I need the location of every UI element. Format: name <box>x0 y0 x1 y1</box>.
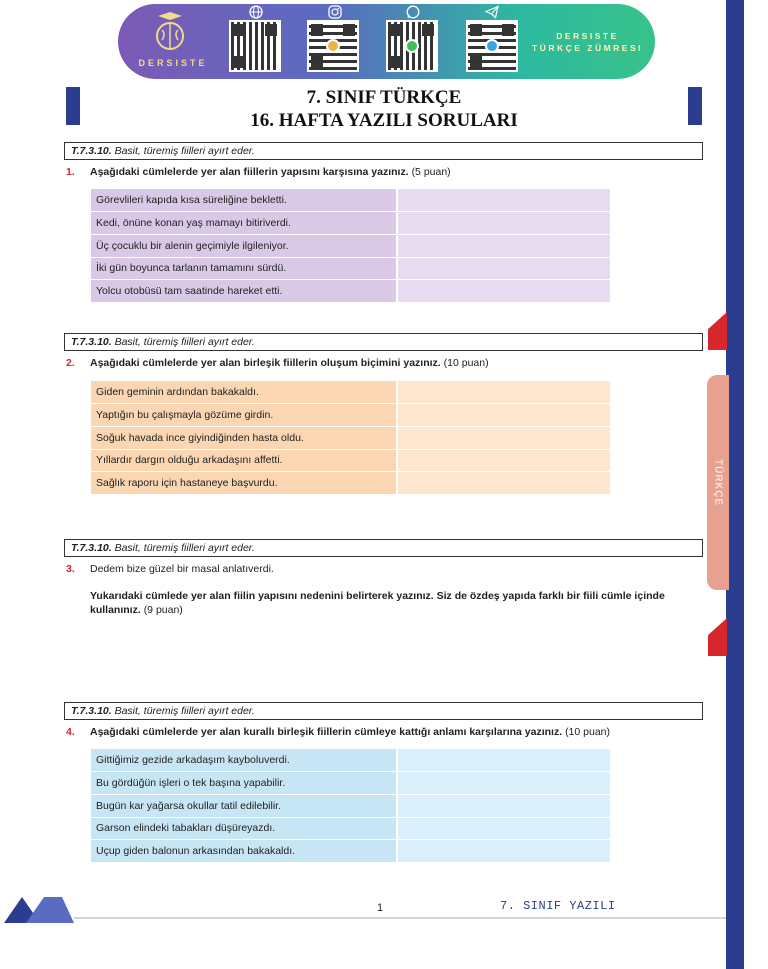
objective-desc: Basit, türemiş fiilleri ayırt eder. <box>114 145 255 157</box>
question-points: (5 puan) <box>411 166 451 178</box>
table-row <box>91 749 610 772</box>
answer-cell[interactable] <box>397 426 610 449</box>
sentence-cell: Görevlileri kapıda kısa süreliğine bekletti. <box>91 189 397 212</box>
question-number: 1. <box>66 166 75 178</box>
sentence-cell: Bu gördüğün işleri o tek başına yapabilir. <box>91 772 397 795</box>
sentence-cell: Sağlık raporu için hastaneye başvurdu. <box>91 472 397 495</box>
table-row <box>91 472 610 495</box>
question-points: (10 puan) <box>565 726 611 738</box>
brand-right <box>525 30 650 54</box>
objective-code: T.7.3.10. <box>71 705 112 717</box>
objective-desc: Basit, türemiş fiilleri ayırt eder. <box>114 705 255 717</box>
question-2 <box>66 356 702 370</box>
sentence-cell: Yıllardır dargın olduğu arkadaşını affetti. <box>91 449 397 472</box>
table-row <box>91 257 610 280</box>
sentence-cell: Yolcu otobüsü tam saatinde hareket etti. <box>91 280 397 303</box>
table-row <box>91 426 610 449</box>
title-bar-right <box>688 87 702 125</box>
table-row <box>91 794 610 817</box>
question-instruction: Yukarıdaki cümlede yer alan fiilin yapısını nedenini belirterek yazınız. Siz de özdeş yapıda farklı bir fiili cümle içinde kullanınız. <box>90 590 665 616</box>
page-number: 1 <box>376 902 384 914</box>
question-3-instruction <box>90 589 702 617</box>
objective-header-1 <box>64 142 703 160</box>
title-line2: 16. HAFTA YAZILI SORULARI <box>250 110 518 131</box>
table-row <box>91 212 610 235</box>
answer-cell[interactable] <box>397 840 610 863</box>
brand-right-line1: DERSISTE <box>556 31 619 41</box>
table-row <box>91 772 610 795</box>
sentence-cell: Uçup giden balonun arkasından bakakaldı. <box>91 840 397 863</box>
answer-area-3[interactable] <box>90 625 702 695</box>
objective-desc: Basit, türemiş fiilleri ayırt eder. <box>114 336 255 348</box>
answer-table-2 <box>91 381 610 495</box>
footer-title: 7. SINIF YAZILI <box>500 899 616 913</box>
answer-cell[interactable] <box>397 381 610 404</box>
table-row <box>91 189 610 212</box>
objective-header-4 <box>64 702 703 720</box>
answer-cell[interactable] <box>397 404 610 427</box>
qr-code-website[interactable] <box>229 20 281 72</box>
sentence-cell: Soğuk havada ince giyindiğinden hasta oldu. <box>91 426 397 449</box>
answer-cell[interactable] <box>397 772 610 795</box>
answer-cell[interactable] <box>397 449 610 472</box>
answer-cell[interactable] <box>397 234 610 257</box>
sentence-cell: Bugün kar yağarsa okullar tatil edilebilir. <box>91 794 397 817</box>
question-4 <box>66 725 702 739</box>
table-row <box>91 449 610 472</box>
answer-table-1 <box>91 189 610 303</box>
answer-cell[interactable] <box>397 212 610 235</box>
side-red-marker-bottom <box>708 618 727 656</box>
sentence-cell: Garson elindeki tabakları düşüreyazdı. <box>91 817 397 840</box>
question-text: Aşağıdaki cümlelerde yer alan kurallı birleşik fiillerin cümleye kattığı anlamı karşılarına yazınız. <box>90 726 563 738</box>
sentence-cell: Üç çocuklu bir alenin geçimiyle ilgileniyor. <box>91 234 397 257</box>
question-points: (9 puan) <box>143 604 183 616</box>
table-row <box>91 234 610 257</box>
qr-code-instagram[interactable] <box>307 20 359 72</box>
side-red-marker-top <box>708 312 727 350</box>
brand-left: DERSISTE <box>138 58 208 68</box>
table-row <box>91 817 610 840</box>
table-row <box>91 280 610 303</box>
question-points: (10 puan) <box>443 357 489 369</box>
question-text: Aşağıdaki cümlelerde yer alan fiillerin yapısını karşısına yazınız. <box>90 166 409 178</box>
answer-cell[interactable] <box>397 280 610 303</box>
sentence-cell: Kedi, önüne konan yaş mamayı bitiriverdi. <box>91 212 397 235</box>
sentence-cell: İki gün boyunca tarlanın tamamını sürdü. <box>91 257 397 280</box>
qr-code-telegram[interactable] <box>466 20 518 72</box>
answer-table-4 <box>91 749 610 863</box>
objective-desc: Basit, türemiş fiilleri ayırt eder. <box>114 542 255 554</box>
objective-code: T.7.3.10. <box>71 542 112 554</box>
question-1 <box>66 165 702 179</box>
answer-cell[interactable] <box>397 257 610 280</box>
objective-header-3 <box>64 539 703 557</box>
title-bar-left <box>66 87 80 125</box>
brain-logo-icon <box>150 10 190 54</box>
qr-code-whatsapp[interactable] <box>386 20 438 72</box>
title-line1: 7. SINIF TÜRKÇE <box>306 87 462 108</box>
question-text: Aşağıdaki cümlelerde yer alan birleşik fiillerin oluşum biçimini yazınız. <box>90 357 441 369</box>
side-tab-label-wrap <box>707 375 729 590</box>
question-number: 4. <box>66 726 75 738</box>
globe-icon[interactable] <box>248 4 264 20</box>
sentence-cell: Gittiğimiz gezide arkadaşım kayboluverdi. <box>91 749 397 772</box>
objective-code: T.7.3.10. <box>71 336 112 348</box>
footer-line <box>74 917 726 919</box>
objective-code: T.7.3.10. <box>71 145 112 157</box>
instagram-icon[interactable] <box>327 4 343 20</box>
table-row <box>91 404 610 427</box>
question-3 <box>66 562 702 576</box>
whatsapp-icon[interactable] <box>405 4 421 20</box>
objective-header-2 <box>64 333 703 351</box>
sentence-cell: Yaptığın bu çalışmayla gözüme girdin. <box>91 404 397 427</box>
question-number: 2. <box>66 357 75 369</box>
table-row <box>91 381 610 404</box>
side-tab-label: TÜRKÇE <box>712 458 724 507</box>
answer-cell[interactable] <box>397 817 610 840</box>
answer-cell[interactable] <box>397 749 610 772</box>
telegram-icon[interactable] <box>484 4 500 20</box>
answer-cell[interactable] <box>397 189 610 212</box>
question-sentence: Dedem bize güzel bir masal anlatıverdi. <box>90 563 274 575</box>
sentence-cell: Giden geminin ardından bakakaldı. <box>91 381 397 404</box>
table-row <box>91 840 610 863</box>
brand-right-line2: TÜRKÇE ZÜMRESI <box>531 43 644 53</box>
page-title <box>170 86 598 132</box>
question-number: 3. <box>66 563 75 575</box>
footer-logo-icon <box>4 897 74 923</box>
answer-cell[interactable] <box>397 794 610 817</box>
answer-cell[interactable] <box>397 472 610 495</box>
